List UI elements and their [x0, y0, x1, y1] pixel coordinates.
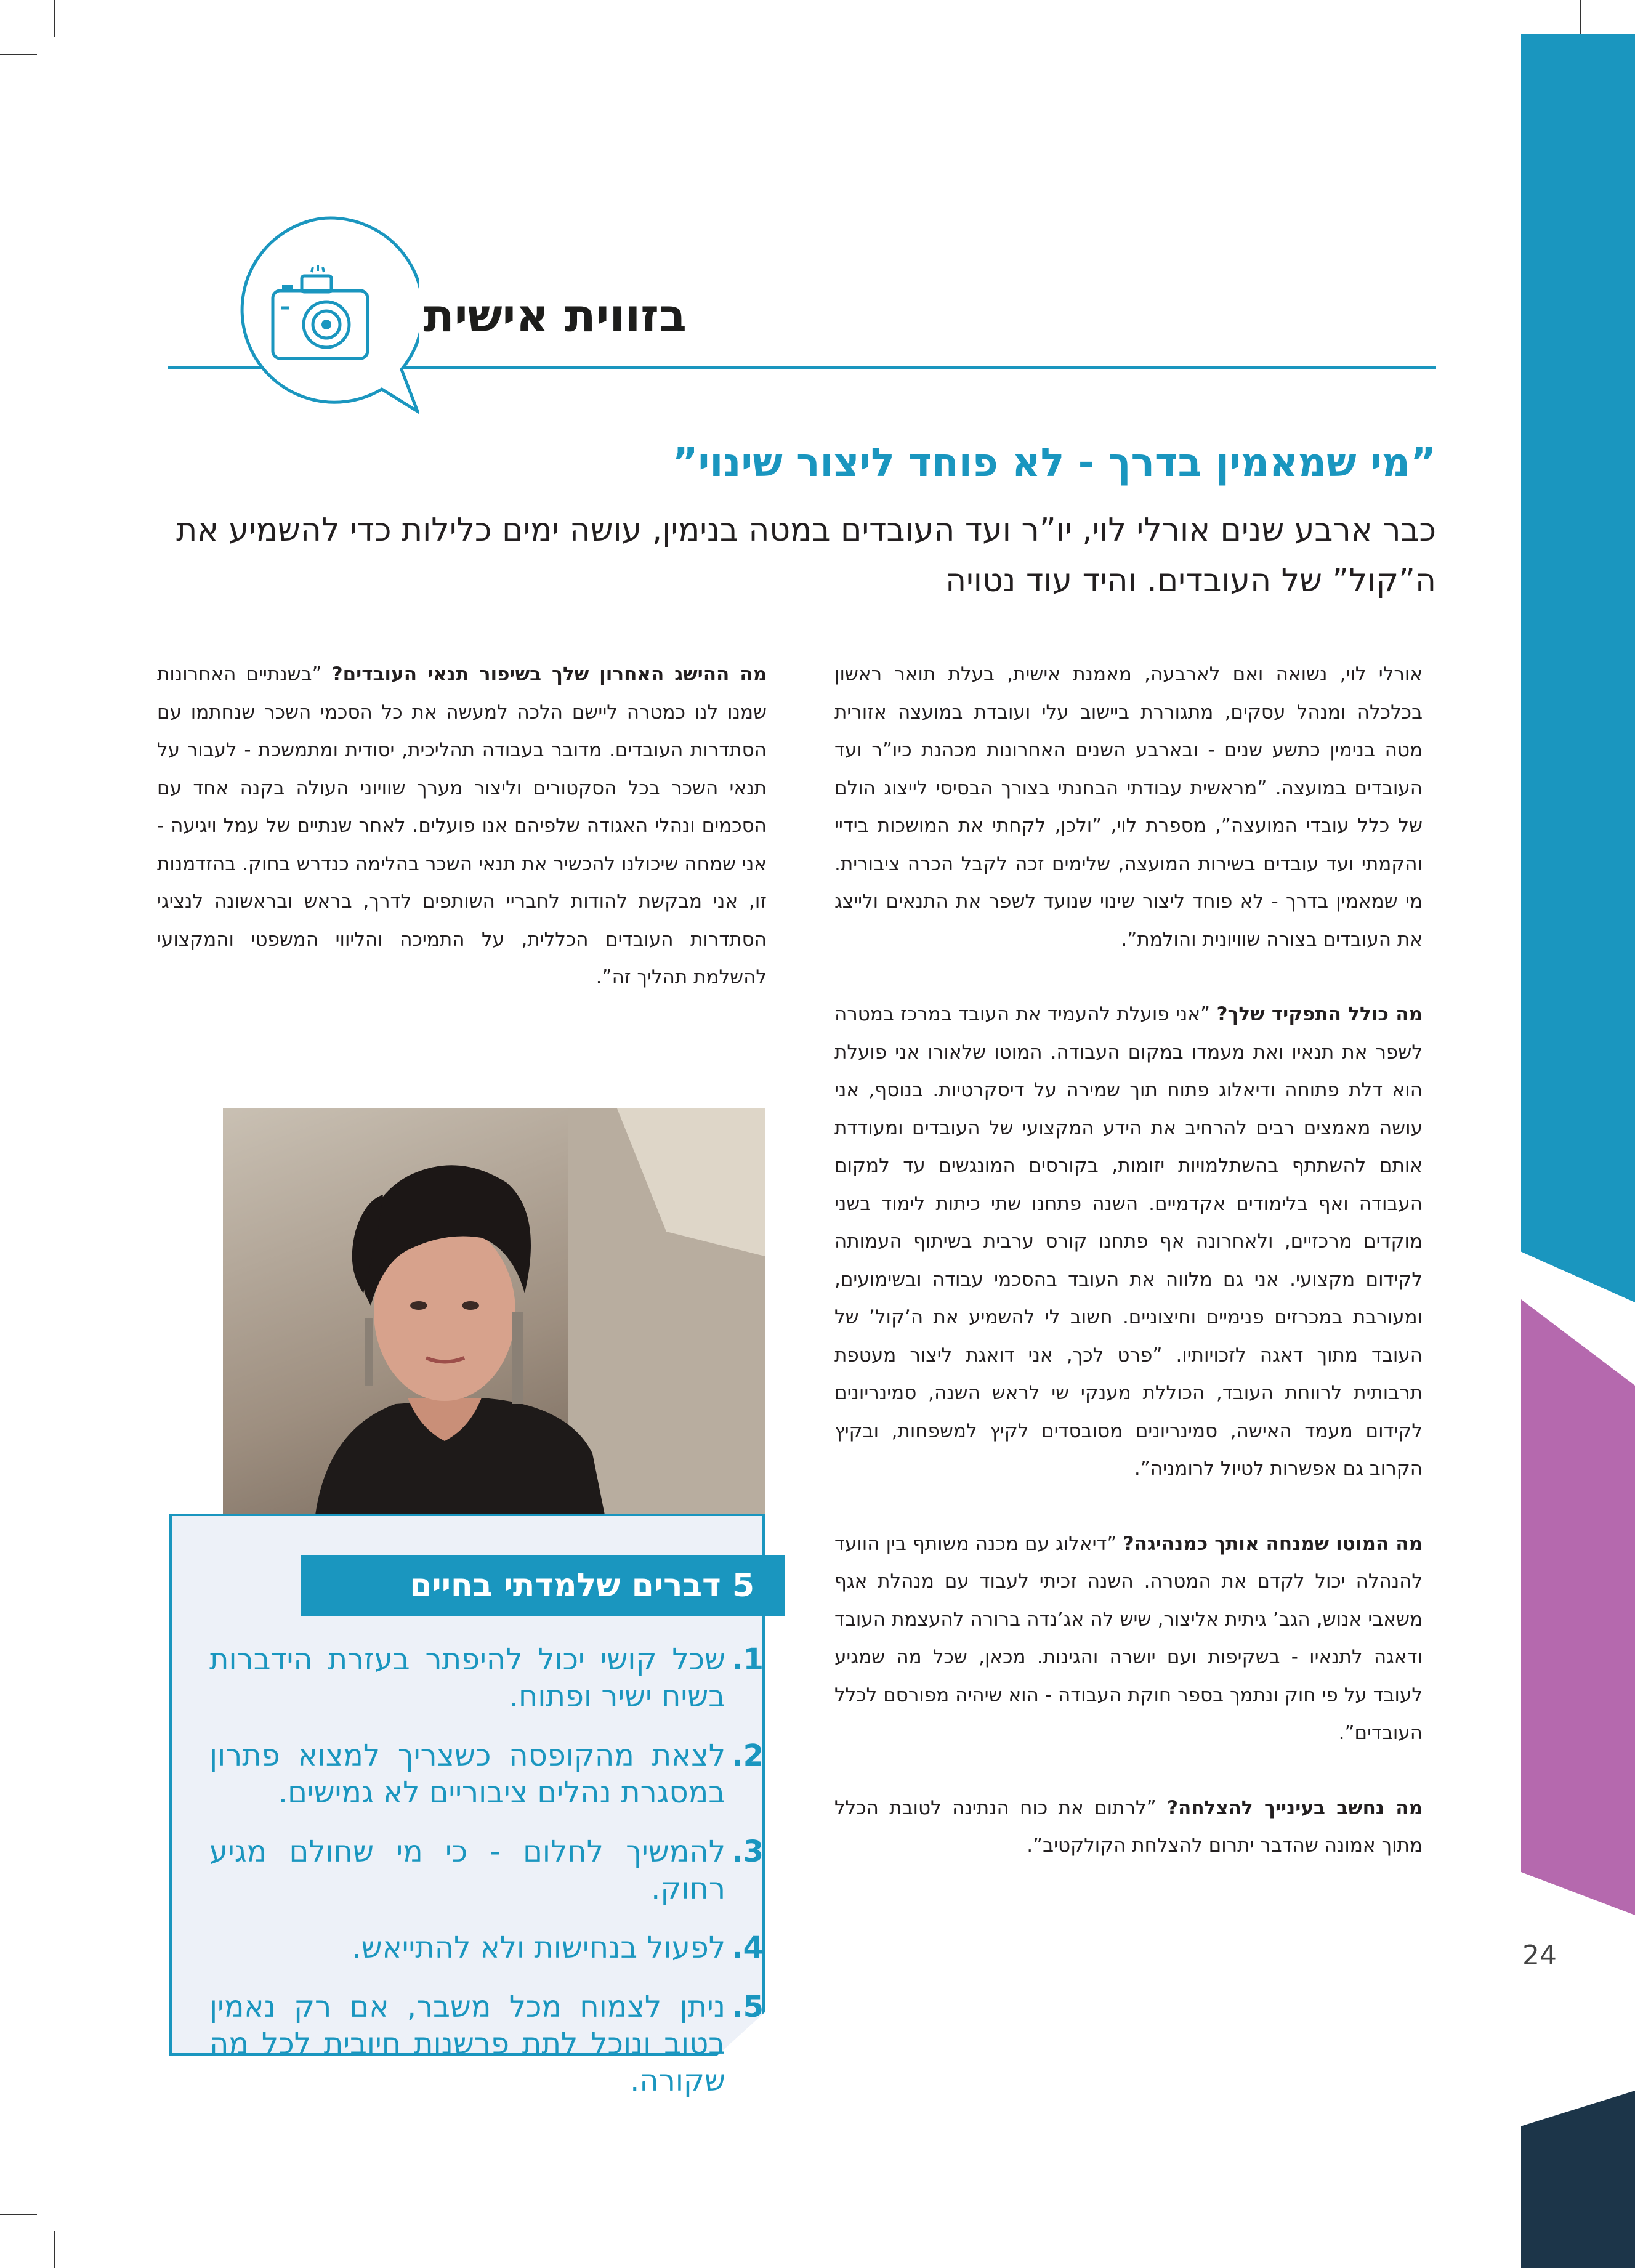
question: מה ההישג האחרון שלך בשיפור תנאי העובדים?	[331, 663, 767, 685]
paragraph	[834, 996, 1423, 1488]
paragraph	[834, 1525, 1423, 1753]
item-text: לצאת מהקופסה כשצריך למצוא פתרון במסגרת נהלים ציבוריים לא גמישים.	[209, 1738, 725, 1810]
list-item	[209, 1988, 764, 2099]
item-number: 2.	[732, 1738, 764, 1773]
article-column-left	[157, 656, 767, 1034]
deck: כבר ארבע שנים אורלי לוי, יו”ר ועד העובדים במטה בנימין, עושה ימים כלילות כדי להשמיע את ה”קול” של העובדים. והיד עוד נטויה	[176, 512, 1436, 599]
page-number: 24	[1522, 1940, 1557, 1971]
paragraph	[157, 656, 767, 997]
item-number: 5.	[732, 1990, 764, 2024]
crop-mark	[1580, 0, 1581, 37]
article-column-right	[834, 656, 1423, 1902]
crop-mark	[0, 2214, 37, 2215]
lessons-list	[209, 1641, 764, 2121]
item-number: 1.	[732, 1642, 764, 1677]
list-item	[209, 1833, 764, 1907]
portrait-photo	[223, 1108, 765, 1515]
crop-mark	[54, 0, 55, 37]
answer: אורלי לוי, נשואה ואם לארבעה, מאמנת אישית, בעלת תואר ראשון בכלכלה ומנהל עסקים, מתגוררת ביישוב עלי ועובדת במועצה אזורית מטה בנימין כתשע שנים - ובארבע השנים האחרונות מכהנת כיו”ר ועד העובדים במועצה. ”מראשית עבודתי הבחנתי בצורך הבסיסי לייצוג הולם של כלל עובדי המועצה”, מספרת לוי, ”ולכן, לקחתי את המושכות בידיי והקמתי ועד עובדים בשירות המועצה, שלימים זכה לקבל הכרה ציבורית. מי שמאמין בדרך - לא פוחד ליצור שינוי שנועד לשפר את התנאים ולייצג את העובדים בצורה שוויונית והולמת”.	[834, 663, 1423, 951]
list-item	[209, 1737, 764, 1811]
item-number: 4.	[732, 1931, 764, 1965]
question: מה כולל התפקיד שלך?	[1216, 1003, 1423, 1025]
headline: ”מי שמאמין בדרך - לא פוחד ליצור שינוי”	[672, 440, 1436, 486]
question: מה המוטו שמנחה אותך כמנהיגה?	[1123, 1532, 1423, 1555]
item-text: לפעול בנחישות ולא להתייאש.	[352, 1931, 725, 1965]
answer: ”לרתום את כוח הנתינה לטובת הכלל מתוך אמונה שהדבר יתרום להצלחת הקולקטיב”.	[834, 1796, 1423, 1857]
portrait-illustration	[223, 1108, 765, 1515]
crop-mark	[0, 54, 37, 55]
side-bar-purple	[1521, 1299, 1635, 1915]
item-text: שכל קושי יכול להיפתר בעזרת הידברות בשיח ישיר ופתוח.	[209, 1642, 725, 1714]
item-number: 3.	[732, 1834, 764, 1869]
lessons-title: 5 דברים שלמדתי בחיים	[301, 1555, 785, 1616]
paragraph	[834, 1790, 1423, 1865]
answer: ”אני פועלת להעמיד את העובד במרכז במטרה לשפר את תנאיו ואת מעמדו במקום העבודה. המוטו שלאורו אני פועלת הוא דלת פתוחה ודיאלוג פתוח תוך שמירה על דיסקרטיות. בנוסף, אני עושה מאמצים רבים להרחיב את הידע המקצועי של העובדים ומעודדת אותם להשתתף בהשתלמויות יזומות, בקורסים המונגשים עד למקום העבודה ואף בלימודים אקדמיים. השנה פתחנו שתי כיתות לימוד בשני מוקדים מרכזיים, ולאחרונה אף פתחנו קורס ערבית בשיתוף העמותה לקידום מקצועי. אני גם מלווה את העובד בהסכמי עבודה ובשימועים, ומעורבת במכרזים פנימיים וחיצוניים. חשוב לי להשמיע את ה’קול’ של העובד מתוך דאגה לזכויותיו. ”פרט לכך, אני דואגת ליצור מעטפת תרבותית לרווחת העובד, הכוללת מענקי שי לראש השנה, סמינריונים לקידום מעמד האישה, סמינריונים מסובסדים לקיץ למשפחות, ובקיץ הקרוב גם אפשרות לטיול לרומניה”.	[834, 1003, 1423, 1480]
list-item	[209, 1929, 764, 1966]
side-bar-navy	[1521, 2091, 1635, 2268]
camera-icon	[222, 216, 419, 419]
section-title: בזווית אישית	[423, 289, 687, 342]
item-text: ניתן לצמוח מכל משבר, אם רק נאמין בטוב ונוכל לתת פרשנות חיובית לכל מה שקורה.	[209, 1990, 725, 2098]
question: מה נחשב בעינייך להצלחה?	[1167, 1796, 1423, 1819]
paragraph	[834, 656, 1423, 959]
item-text: להמשיך לחלום - כי מי שחולם מגיע רחוק.	[209, 1834, 725, 1906]
answer: ”דיאלוג עם מכנה משותף בין הוועד להנהלה יכול לקדם את המטרה. השנה זכיתי לעבוד עם מנהלת אגף משאבי אנוש, הגב’ גיתית אליצור, שיש לה אג’נדה ברורה להעצמת העובד ודאגה לתנאיו - בשקיפות ועם יושרה והגינות. מכאן, שכל מה שמגיע לעובד על פי חוק ונתמך בספר חוקת העבודה - הוא שיהיה מפורסם לכלל העובדים”.	[834, 1532, 1423, 1744]
answer: ”בשנתיים האחרונות שמנו לנו כמטרה ליישם הלכה למעשה את כל הסכמי השכר שנחתמו עם הסתדרות העובדים. מדובר בעבודה תהליכית, יסודית ומתמשכת - לעבור על תנאי השכר בכל הסקטורים וליצור מערך שוויוני העולה בקנה אחד עם הסכמים ונהלי האגודה שלפיהם אנו פועלים. לאחר שנתיים של עמל ויגיעה - אני שמחה שיכולנו להכשיר את תנאי השכר בהלימה כנדרש בחוק. בהזדמנות זו, אני מבקשת להודות לחבריי השותפים לדרך, בראש ובראשונה לנציגי הסתדרות העובדים הכללית, על התמיכה והליווי המשפטי והמקצועי להשלמת תהליך זה”.	[157, 663, 767, 988]
list-item	[209, 1641, 764, 1715]
side-bar-blue	[1521, 34, 1635, 1302]
crop-mark	[54, 2231, 55, 2268]
